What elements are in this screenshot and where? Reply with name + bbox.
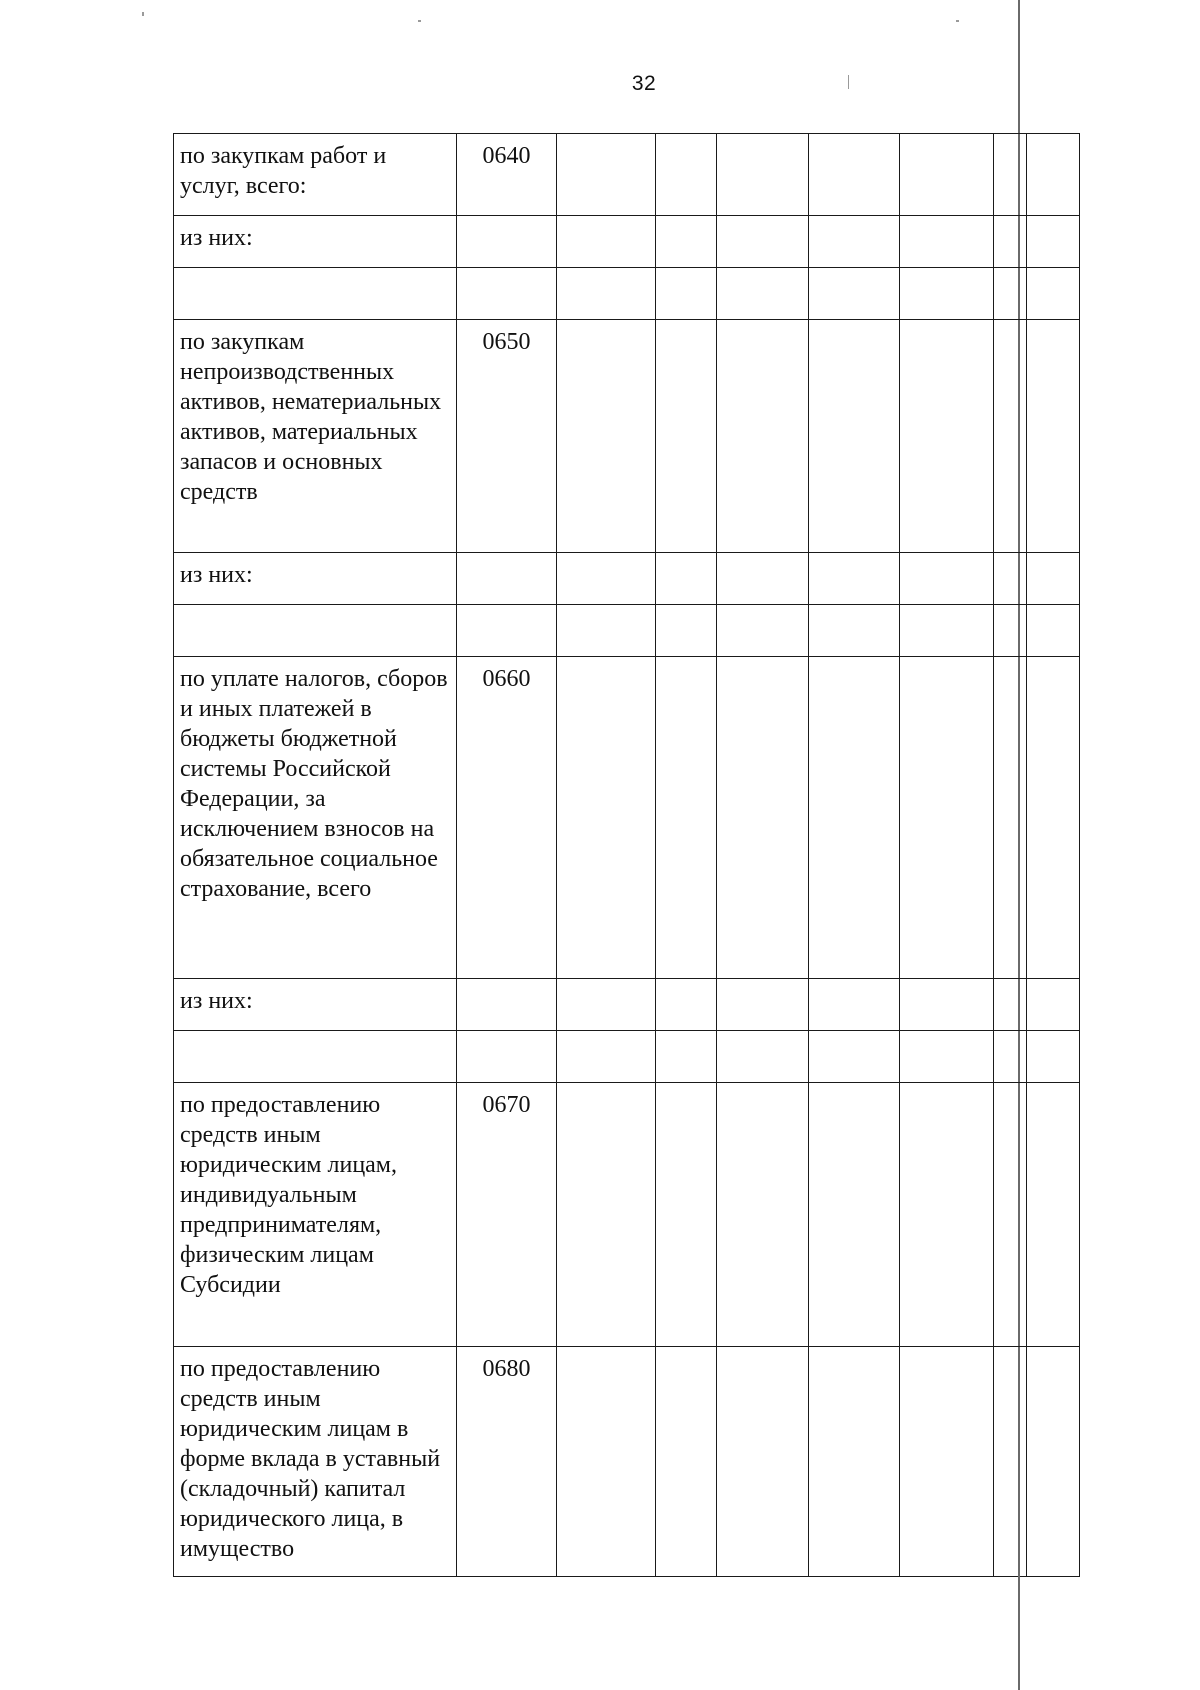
page-number: 32 xyxy=(631,72,657,95)
row-label: из них: xyxy=(174,216,457,268)
value-cell xyxy=(809,605,900,657)
value-cell xyxy=(717,979,809,1031)
value-cell xyxy=(557,605,656,657)
value-cell xyxy=(994,1347,1027,1577)
row-label: из них: xyxy=(174,553,457,605)
value-cell xyxy=(809,268,900,320)
scan-speck xyxy=(956,20,959,22)
row-code xyxy=(457,605,557,657)
value-cell xyxy=(717,268,809,320)
value-cell xyxy=(656,1347,717,1577)
row-code xyxy=(457,216,557,268)
value-cell xyxy=(656,657,717,979)
value-cell xyxy=(900,1083,994,1347)
value-cell xyxy=(994,1083,1027,1347)
value-cell xyxy=(717,553,809,605)
value-cell xyxy=(809,1347,900,1577)
value-cell xyxy=(809,320,900,553)
row-code: 0640 xyxy=(457,134,557,216)
value-cell xyxy=(900,605,994,657)
value-cell xyxy=(809,553,900,605)
value-cell xyxy=(557,216,656,268)
value-cell xyxy=(1027,657,1080,979)
value-cell xyxy=(656,216,717,268)
value-cell xyxy=(717,605,809,657)
row-label: по закупкам работ и услуг, всего: xyxy=(174,134,457,216)
value-cell xyxy=(1027,979,1080,1031)
row-code: 0670 xyxy=(457,1083,557,1347)
value-cell xyxy=(809,216,900,268)
value-cell xyxy=(1027,1347,1080,1577)
row-code: 0680 xyxy=(457,1347,557,1577)
value-cell xyxy=(717,657,809,979)
value-cell xyxy=(900,657,994,979)
value-cell xyxy=(994,553,1027,605)
value-cell xyxy=(656,320,717,553)
value-cell xyxy=(900,320,994,553)
value-cell xyxy=(809,1083,900,1347)
value-cell xyxy=(809,657,900,979)
table-row xyxy=(174,1031,1080,1083)
value-cell xyxy=(1027,216,1080,268)
value-cell xyxy=(1027,320,1080,553)
value-cell xyxy=(717,1031,809,1083)
value-cell xyxy=(656,1031,717,1083)
value-cell xyxy=(656,268,717,320)
value-cell xyxy=(809,134,900,216)
row-code: 0660 xyxy=(457,657,557,979)
value-cell xyxy=(1027,605,1080,657)
value-cell xyxy=(994,605,1027,657)
value-cell xyxy=(1027,134,1080,216)
row-label xyxy=(174,605,457,657)
value-cell xyxy=(994,134,1027,216)
value-cell xyxy=(809,979,900,1031)
value-cell xyxy=(557,657,656,979)
value-cell xyxy=(557,1083,656,1347)
value-cell xyxy=(656,553,717,605)
value-cell xyxy=(557,134,656,216)
value-cell xyxy=(900,268,994,320)
scan-edge-line xyxy=(1018,1568,1020,1690)
value-cell xyxy=(994,1031,1027,1083)
value-cell xyxy=(900,553,994,605)
value-cell xyxy=(900,216,994,268)
value-cell xyxy=(1027,268,1080,320)
value-cell xyxy=(900,1031,994,1083)
row-code: 0650 xyxy=(457,320,557,553)
value-cell xyxy=(557,320,656,553)
row-label: по закупкам непроизводственных активов, нематериальных активов, материальных запасов и основных средств xyxy=(174,320,457,553)
row-code xyxy=(457,553,557,605)
value-cell xyxy=(717,1347,809,1577)
table-row xyxy=(174,134,1080,216)
row-label: по предоставлению средств иным юридическим лицам в форме вклада в уставный (складочный) капитал юридического лица, в имущество xyxy=(174,1347,457,1577)
value-cell xyxy=(994,216,1027,268)
row-label xyxy=(174,1031,457,1083)
value-cell xyxy=(900,979,994,1031)
value-cell xyxy=(900,134,994,216)
table-row xyxy=(174,657,1080,979)
value-cell xyxy=(717,1083,809,1347)
value-cell xyxy=(717,320,809,553)
value-cell xyxy=(557,268,656,320)
value-cell xyxy=(900,1347,994,1577)
value-cell xyxy=(557,1031,656,1083)
row-label xyxy=(174,268,457,320)
value-cell xyxy=(1027,1031,1080,1083)
value-cell xyxy=(809,1031,900,1083)
value-cell xyxy=(994,657,1027,979)
value-cell xyxy=(656,1083,717,1347)
scan-speck xyxy=(142,12,144,16)
value-cell xyxy=(1027,553,1080,605)
value-cell xyxy=(656,605,717,657)
scan-speck xyxy=(418,20,421,22)
row-label: по предоставлению средств иным юридическим лицам, индивидуальным предпринимателям, физическим лицам Субсидии xyxy=(174,1083,457,1347)
value-cell xyxy=(717,134,809,216)
table-row xyxy=(174,1083,1080,1347)
value-cell xyxy=(557,553,656,605)
value-cell xyxy=(717,216,809,268)
value-cell xyxy=(994,268,1027,320)
table-row xyxy=(174,268,1080,320)
row-code xyxy=(457,1031,557,1083)
row-code xyxy=(457,979,557,1031)
row-label: из них: xyxy=(174,979,457,1031)
table-row xyxy=(174,1347,1080,1577)
table-row xyxy=(174,553,1080,605)
value-cell xyxy=(656,134,717,216)
scan-speck xyxy=(848,75,849,89)
value-cell xyxy=(557,1347,656,1577)
row-label: по уплате налогов, сборов и иных платежей в бюджеты бюджетной системы Российской Федерации, за исключением взносов на обязательное социальное страхование, всего xyxy=(174,657,457,979)
value-cell xyxy=(994,979,1027,1031)
row-code xyxy=(457,268,557,320)
table-row xyxy=(174,979,1080,1031)
table-row xyxy=(174,216,1080,268)
value-cell xyxy=(656,979,717,1031)
report-table xyxy=(173,133,1080,1577)
value-cell xyxy=(1027,1083,1080,1347)
value-cell xyxy=(994,320,1027,553)
value-cell xyxy=(557,979,656,1031)
table-row xyxy=(174,320,1080,553)
table-row xyxy=(174,605,1080,657)
